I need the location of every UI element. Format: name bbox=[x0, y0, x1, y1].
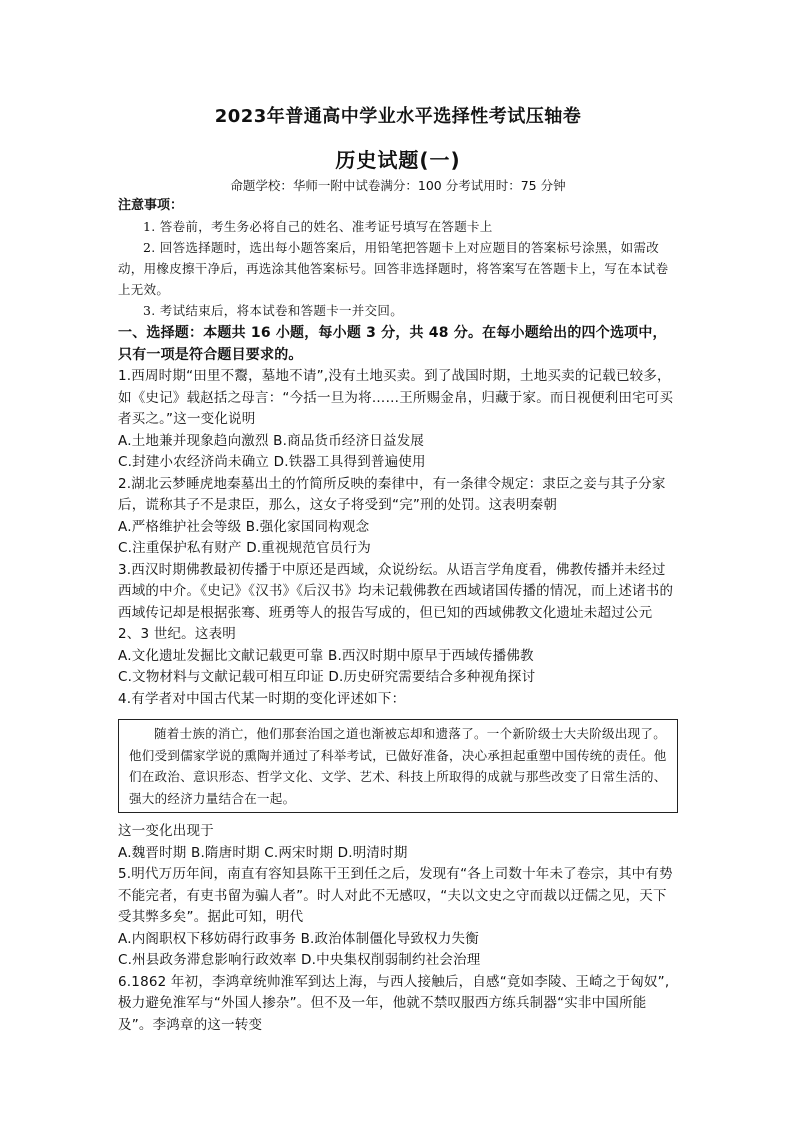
question-stem: 3.西汉时期佛教最初传播于中原还是西域，众说纷纭。从语言学角度看，佛教传播并未经过西域的中介。《史记》《汉书》《后汉书》均未记载佛教在西域诸国传播的情况，而上述诸书的西域传记却是根据张骞、班勇等人的报告写成的，但已知的西域佛教文化遗址未超过公元 2、3 世纪。这表明 bbox=[118, 561, 674, 642]
quote-box: 随着士族的消亡，他们那套治国之道也渐被忘却和遗落了。一个新阶级士大夫阶级出现了。他们受到儒家学说的熏陶并通过了科举考试，已做好准备，决心承担起重塑中国传统的责任。他们在政治、意识形态、哲学文化、文学、艺术、科技上所取得的成就与那些改变了日常生活的、强大的经济力量结合在一起。 bbox=[118, 719, 678, 813]
notice-item-2: 2. 回答选择题时，选出每小题答案后，用铅笔把答题卡上对应题目的答案标号涂黑，如需改动，用橡皮擦干净后，再选涂其他答案标号。回答非选择题时，将答案写在答题卡上，写在本试卷上无效。 bbox=[118, 240, 669, 297]
question-options-row: C.注重保护私有财产 D.重视规范官员行为 bbox=[118, 540, 371, 556]
exam-info: 命题学校：华师一附中试卷满分：100 分考试用时：75 分钟 bbox=[230, 178, 566, 193]
question-stem: 4.有学者对中国古代某一时期的变化评述如下： bbox=[118, 690, 406, 707]
question-options-row: A.文化遗址发掘比文献记载更可靠 B.西汉时期中原早于西域传播佛教 bbox=[118, 647, 534, 664]
question-2 bbox=[118, 474, 678, 560]
question-stem: 2.湖北云梦睡虎地秦墓出土的竹简所反映的秦律中，有一条律令规定：隶臣之妾与其子分家后，谎称其子不是隶臣，那么，这女子将受到“完”刑的处罚。这表明秦朝 bbox=[118, 475, 666, 513]
question-4 bbox=[118, 689, 678, 865]
question-prompt: 这一变化出现于 bbox=[118, 823, 214, 839]
exam-title: 2023年普通高中学业水平选择性考试压轴卷 bbox=[214, 106, 582, 127]
section-heading: 一、选择题：本题共 16 小题，每小题 3 分，共 48 分。在每小题给出的四个选项中，只有一项是符合题目要求的。 bbox=[118, 325, 667, 363]
notice-item-3: 3. 考试结束后，将本试卷和答题卡一并交回。 bbox=[143, 303, 404, 318]
question-options-row: A.土地兼并现象趋向激烈 B.商品货币经济日益发展 bbox=[118, 432, 425, 449]
question-6 bbox=[118, 972, 678, 1037]
question-options-row: C.州县政务滞怠影响行政效率 D.中央集权削弱制约社会治理 bbox=[118, 952, 481, 968]
question-stem: 5.明代万历年间，南直有容知县陈干王到任之后，发现有“各上司数十年未了卷宗，其中有势不能完者，有吏书留为骗人者”。时人对此不无感叹，“夫以文史之守而裁以迂儒之见，天下受其弊多矣”。据此可知，明代 bbox=[118, 866, 673, 925]
exam-page bbox=[118, 104, 678, 1036]
exam-subtitle: 历史试题(一) bbox=[335, 148, 461, 172]
question-stem: 1.西周时期“田里不鬻，墓地不请”,没有土地买卖。到了战国时期，土地买卖的记载已较多，如《史记》载赵括之母言：“今括一旦为将……王所赐金帛，归藏于家。而日视便利田宅可买者买之。”这一变化说明 bbox=[118, 368, 674, 427]
question-5 bbox=[118, 864, 678, 972]
notice-title: 注意事项： bbox=[118, 198, 184, 213]
notice-item-1: 1. 答卷前，考生务必将自己的姓名、准考证号填写在答题卡上 bbox=[143, 219, 493, 234]
question-stem: 6.1862 年初，李鸿章统帅淮军到达上海，与西人接触后，自感“竟如李陵、王崎之于匈奴”,极力避免淮军与“外国人掺杂”。但不及一年，他就不禁叹服西方练兵制器“实非中国所能及”。李鸿章的这一转变 bbox=[118, 973, 670, 1033]
question-options-row: A.严格维护社会等级 B.强化家国同构观念 bbox=[118, 518, 370, 535]
question-1 bbox=[118, 366, 678, 474]
question-3 bbox=[118, 560, 678, 689]
notice-block bbox=[118, 196, 678, 321]
question-options-row: A.内阁职权下移妨碍行政事务 B.政治体制僵化导致权力失衡 bbox=[118, 930, 479, 947]
question-options-row: C.封建小农经济尚未确立 D.铁器工具得到普遍使用 bbox=[118, 454, 426, 470]
question-options-row: A.魏晋时期 B.隋唐时期 C.两宋时期 D.明清时期 bbox=[118, 844, 408, 861]
question-options-row: C.文物材料与文献记载可相互印证 D.历史研究需要结合多种视角探讨 bbox=[118, 669, 536, 685]
